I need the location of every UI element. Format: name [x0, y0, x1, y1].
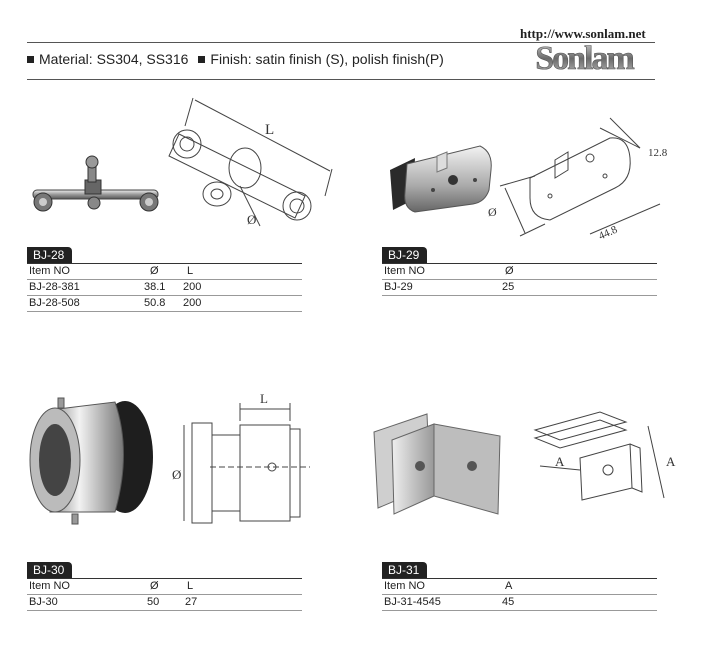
bj-30-length-label: L [260, 391, 268, 406]
length-cell: 27 [185, 596, 198, 608]
finish-text: Finish: satin finish (S), polish finish(P) [210, 51, 444, 67]
item-no-cell: BJ-28-508 [29, 297, 80, 309]
bj-30-model-badge: BJ-30 [27, 562, 72, 578]
bj-31-spec-table [382, 562, 657, 611]
bullet-icon [27, 56, 34, 63]
length-cell: 200 [183, 281, 202, 293]
table-header-row [382, 263, 657, 280]
length-cell: 200 [183, 297, 202, 309]
col-diameter: Ø [505, 265, 514, 277]
logo-text: Sonlam [535, 42, 633, 74]
website-url: http://www.sonlam.net [520, 26, 646, 41]
item-no-cell: BJ-30 [29, 596, 58, 608]
bj-29-technical-drawing [490, 108, 680, 248]
col-diameter: Ø [150, 265, 159, 277]
col-item-no: Item NO [384, 265, 425, 277]
col-a: A [505, 580, 513, 592]
diameter-cell: 38.1 [144, 281, 166, 293]
bj-28-diameter-label: Ø [247, 212, 257, 227]
col-item-no: Item NO [384, 580, 425, 592]
diameter-cell: 25 [502, 281, 515, 293]
table-header-row [27, 263, 302, 280]
bj-31-dimension-a-horizontal: A [555, 454, 565, 469]
bj-28-spec-table [27, 247, 302, 312]
table-row [27, 296, 302, 312]
bj-31-model-badge: BJ-31 [382, 562, 427, 578]
bj-29-diameter-label: Ø [488, 205, 497, 219]
col-length: L [187, 580, 194, 592]
col-diameter: Ø [150, 580, 159, 592]
header-divider [27, 79, 655, 80]
bj-29-model-badge: BJ-29 [382, 247, 427, 263]
item-no-cell: BJ-31-4545 [384, 596, 441, 608]
bj-31-dimension-a-vertical: A [666, 454, 676, 469]
bj-29-spec-table [382, 247, 657, 296]
col-item-no: Item NO [29, 580, 70, 592]
table-row [27, 595, 302, 611]
bj-31-technical-drawing [530, 408, 690, 508]
bj-29-product-photo [385, 140, 500, 220]
diameter-cell: 50 [147, 596, 160, 608]
bj-29-dimension-a: 12.8 [648, 147, 668, 159]
material-text: Material: SS304, SS316 [39, 51, 189, 67]
col-item-no: Item NO [29, 265, 70, 277]
bj-28-model-badge: BJ-28 [27, 247, 72, 263]
table-header-row [27, 578, 302, 595]
bj-29-dimension-b: 44.8 [596, 223, 620, 243]
sonlam-logo [515, 42, 653, 74]
table-row [27, 280, 302, 296]
a-cell: 45 [502, 596, 515, 608]
item-no-cell: BJ-28-381 [29, 281, 80, 293]
bj-28-product-photo [25, 150, 165, 220]
bj-31-product-photo [372, 410, 502, 520]
item-no-cell: BJ-29 [384, 281, 413, 293]
col-length: L [187, 265, 194, 277]
spec-line [27, 51, 444, 67]
bj-30-spec-table [27, 562, 302, 611]
bj-28-technical-drawing [165, 96, 340, 236]
table-row [382, 280, 657, 296]
bj-28-length-label: L [265, 122, 275, 138]
bullet-icon [198, 56, 205, 63]
bj-30-diameter-label: Ø [172, 467, 182, 482]
bj-30-product-photo [20, 392, 160, 532]
table-row [382, 595, 657, 611]
table-header-row [382, 578, 657, 595]
diameter-cell: 50.8 [144, 297, 166, 309]
bj-30-technical-drawing [170, 385, 320, 535]
